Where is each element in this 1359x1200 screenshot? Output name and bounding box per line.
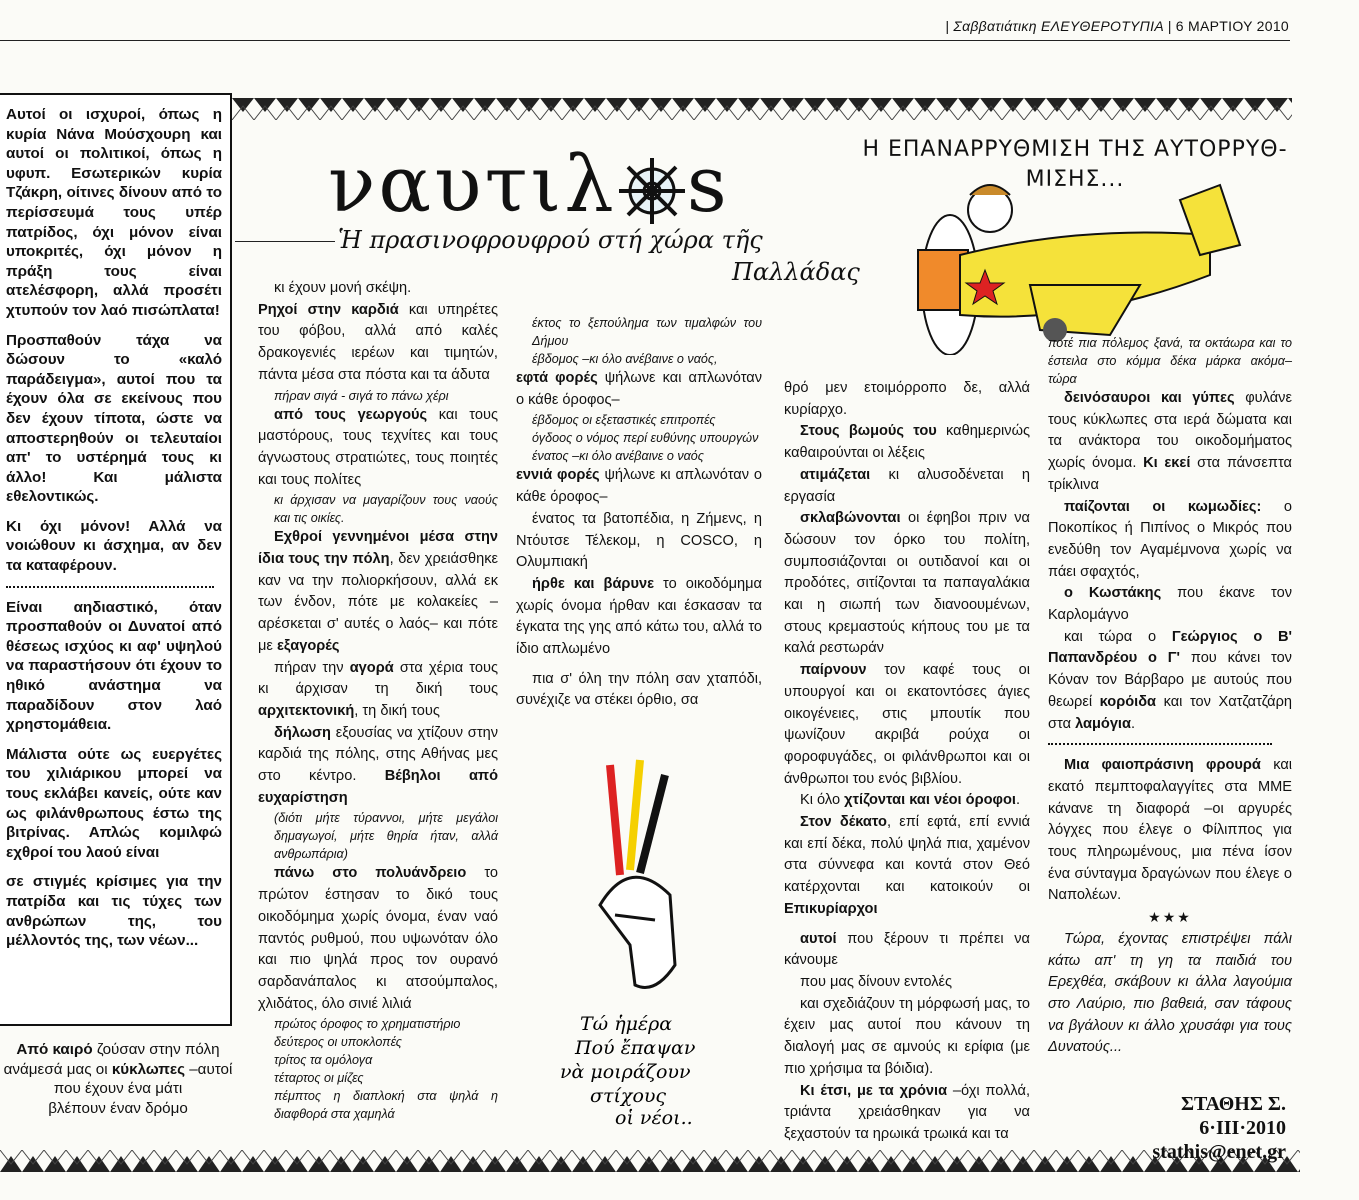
article-column-2 [516,314,762,712]
bold-text: ήρθε και βάρυνε [532,575,654,592]
italic-text: έβδομος οι εξεταστικές επιτροπές [532,413,716,428]
zigzag-border-top [232,98,1292,120]
paper-name: Σαββατιάτικη ΕΛΕΥΘΕΡΟΤΥΠΙΑ [953,18,1164,34]
bold-text: Επικυρίαρχοι [784,900,878,917]
sidebar-paragraph: Κι όχι μόνον! Αλλά να νοιώθουν κι άσχημα, αν δεν τα καταφέρουν. [6,517,222,575]
bold-text: Κι έτσι, με τα χρόνια [800,1082,948,1099]
body-text: το πρώτον έστησαν το δικό τους οικοδόμημα χωρίς όνομα, έναν ναό παντός ρυθμού, που υψωνόταν όλο και πιο ψηλά προς τον ουρανό σαρδανάπαλος κι ατσούμπαλος, χλιδάτος, όλο σινιέ λιλιά [258,865,498,1012]
bold-text: αρχιτεκτονική [258,702,355,719]
bold-text: παίρνουν [800,662,867,679]
masthead: | Σαββατιάτικη ΕΛΕΥΘΕΡΟΤΥΠΙΑ | 6 ΜΑΡΤΙΟΥ 2010 [945,18,1289,34]
bold-text: πάνω στο πολυάνδρειο [274,865,467,882]
body-text: ένατος τα βατοπέδια, η Ζήμενς, η Ντόυτσε Τέλεκομ, η COSCO, η Ολυμπιακή [516,510,762,571]
body-text: φυλάνε τους κύκλωπες στα ιερά δώματα και τα ανάκτορα του οικοδομήματος χωρίς όνομα. [1048,390,1292,472]
body-text: Τώρα, έχοντας επιστρέψει πάλι κάτω απ' τη γη τα παιδιά του Ερεχθέα, σκάβουν κι άλλα λαγούμια στο Λαύριο, πιο βαθειά, σαν τάφους να βγάλουν κι άλλο χρυσάφι για τους Δυνατούς... [1048,930,1292,1056]
bold-text: παίζονται οι κωμωδίες: [1064,498,1262,515]
sidebar-paragraph: σε στιγμές κρίσιμες για την πατρίδα και τις τύχες των ανθρώπων της, του μέλλοντός της, των νέων... [6,873,222,950]
italic-text: όγδοος ο νόμος περί ευθύνης υπουργών [532,431,759,446]
sidebar-paragraph: Είναι αηδιαστικό, όταν προσπαθούν οι Δυνατοί από θέσεως ισχύος κι αφ' υψηλού να παραστήσουν ότι έχουν το ηθικό ανάστημα να παραδίδουν στον λαό χρηστομάθεια. [6,598,222,734]
title-rule [235,241,335,242]
body-text: βλέπουν έναν δρόμο [48,1099,188,1117]
body-text: το οικοδόμημα χωρίς όνομα ήρθαν και έσκασαν τα έγκατα της γης από κάτω του, αλλά το ίδιο απλωμένο [516,575,762,658]
italic-text: τέταρτος οι μίζες [274,1071,364,1086]
italic-text: έβδομος –κι όλο ανέβαινε ο ναός, [532,352,718,366]
bold-text: Βέβηλοι από ευχαρίστηση [258,768,498,806]
body-text: ο Ποκοπίκος ή Πιπίνος ο Μικρός που ενεδύθη τον Αγαμέμνονα χωρίς να πάει σφαχτός, [1048,498,1293,580]
body-text: και εκατό πεμπτοφαλαγγίτες στα ΜΜΕ κάνανε τη διαφορά –οι αργυρές λόγχες που έλεγε ο Φίλιππος για τους πληρωμένους, μια πένα ίσον ένα σύνταγμα δραγώνων που έλεγε ο Ναπολέων. [1048,757,1292,904]
bold-text: αυτοί [800,930,837,947]
italic-text: κι άρχισαν να μαγαρίζουν τους ναούς και τις οικίες. [274,493,498,526]
italic-text: (διότι μήτε τύραννοι, μήτε μεγάλοι δημαγωγοί, μήτε θηρία ήταν, αλλά ανθρωπάρια) [274,811,498,862]
dotted-separator [6,586,214,588]
sidebar-paragraph: Μάλιστα ούτε ως ευεργέτες του χιλιάρικου μπορεί να τους εκλάβει κανείς, ούτε καν ως φιλάνθρωπους έστω της βιτρίνας. Απλώς κομιλφώ εχθροί του λαού είναι [6,745,222,861]
byline-date: 6·ΙΙΙ·2010 [1199,1117,1286,1139]
body-text: οι έφηβοι πριν να δώσουν τον όρκο του πολίτη, συμποσιάζονται οι ουτιδανοί και οι προδότες, σιτίζονται τα παπαγαλάκια και η σιωπή των διανοουμένων, στους κρεμαστούς κήπους του με τα καλά ρεστωράν [784,510,1030,657]
bold-text: δεινόσαυροι και γύπες [1064,390,1235,406]
body-text: –όχι πολλά, τριάντα χρειάσθηκαν για να ξεχαστούν τα ηρωικά τρωικά και τα [784,1082,1031,1142]
issue-date: 6 ΜΑΡΤΙΟΥ 2010 [1175,18,1289,34]
author-byline [1106,1092,1286,1164]
body-text: εξουσίας να χτίζουν στην καρδιά της πόλης, στης Αθήνας μες στο κέντρο. [258,724,498,785]
logo-text: s [686,140,730,230]
body-text: θρό μεν ετοιμόρροπο δε, αλλά κυρίαρχο. [784,380,1030,418]
author-name: ΣΤΑΘΗΣ Σ. [1180,1093,1286,1115]
italic-text: πέμπτος η διαπλοκή στα ψηλά η διαφθορά στα χαμηλά [274,1089,498,1122]
bold-text: από τους γεωργούς [274,406,428,423]
body-text: και τον Χατζατζάρη στα [1048,693,1292,732]
body-text: κι έχουν μονή σκέψη. [274,280,412,296]
bold-text: αγορά [349,659,394,676]
logo-subtitle: Ἡ πρασινοφρουφρού στή χώρα τῆς [338,226,763,254]
italic-text: τρίτος τα ομόλογα [274,1053,373,1068]
body-text: στα πάνσεπτα τρίκλινα [1048,455,1292,493]
bold-text: Εχθροί γεννημένοι μέσα στην ίδια τους την πόλη [258,529,498,568]
sidebar-box [0,93,232,1026]
cartoon-caption: Η ΕΠΑΝΑΡΡΥΘΜΙΣΗ ΤΗΣ ΑΥΤΟΡΡΥΘ- ΜΙΣΗΣ... [862,137,1288,192]
body-text: τον καφέ τους οι υπουργοί και οι εκατοντόσες άγιες οικογένειες, στις μπουτίκ που ψωνίζουν ακριβά ρούχα οι φοροφυγάδες, οι φιλάνθρωποι και οι άνθρωποι του ενός βιβλίου. [784,662,1030,787]
zigzag-border-bottom [0,1150,1300,1172]
body-text: , δεν χρειάσθηκε καν να την πολιορκήσουν, αλλά εκ των ένδον, πότε με κολακείες –αρέσκεται σ' αυτές ο λαός– και πότε με [258,551,498,654]
body-text: που έκανε τον Καρλομάγνο [1048,585,1292,624]
sidebar-paragraph: Προσπαθούν τάχα να δώσουν το «καλό παράδειγμα», αυτοί που τα έχουν όλα σε εκείνους που δεν έχουν τίποτα, ώστε να αποστερηθούν οι τελευταίοι απ' το υστέρημά τους κι άλλο! Και μάλιστα εθελοντικώς. [6,331,222,506]
warrior-drawing-icon [560,745,740,1145]
warrior-caption: Τώ ἡμέρα Πού ἔπαψαν νὰ μοιράζουν στίχους οἱ νέοι.. [560,1013,696,1129]
body-text: , επί εφτά, επί εννιά και επί δέκα, πολύ ψηλά πια, χαμένον στα σύννεφα και κοντά στον Θεό κατέρχονται και κατοικούν οι [784,814,1031,896]
body-text: και τώρα ο [1064,628,1172,645]
body-text: ανάμεσά μας οι [3,1060,112,1078]
bold-text: Στους βωμούς του [800,423,937,440]
bold-text: Μια φαιοπράσινη φρουρά [1064,757,1261,774]
bold-text: κύκλωπες [111,1060,185,1078]
bold-text: εφτά φορές [516,370,598,386]
body-text: και σχεδιάζουν τη μόρφωσή μας, το έχειν μας αυτοί που κάνουν τη διαλογή μας σε αμνούς κι ερίφια (με πιο χρήσιμα τα βόιδια). [784,995,1030,1077]
italic-text: πρώτος όροφος το χρηματιστήριο [274,1017,461,1032]
body-text: και υπηρέτες του φόβου, αλλά από καλές δρακογενιές ιερέων και τιμητών, πάντα μέσα στα πόστα και τα άδυτα [258,301,498,383]
bold-text: εννιά φορές [516,467,600,484]
italic-text: έκτος το ξεπούλημα των τιμαλφών του Δήμου [532,316,762,348]
body-text: πήραν την [274,659,350,676]
bold-text: Ρηχοί στην καρδιά [258,301,399,318]
bold-text: λαμόγια [1075,715,1131,732]
dotted-separator [1048,743,1272,745]
body-text: που μας δίνουν εντολές [800,973,953,990]
article-column-1 [258,278,498,1123]
section-stars: ★★★ [1148,909,1192,926]
italic-text: ποτέ πια πόλεμος ξανά, τα οκτάωρα και το έστειλα στο κόμμα δέκα μάρκα ακόμα– τώρα [1048,336,1292,386]
body-text: , τη δική τους [354,702,440,719]
body-text: Κι όλο [800,792,845,809]
airplane-cartoon-icon [880,165,1280,355]
bold-text: Κι εκεί [1143,455,1191,472]
bold-text: κορόιδα [1099,693,1157,710]
body-text: ζούσαν στην πόλη [96,1041,220,1058]
sidebar-paragraph: Αυτοί οι ισχυροί, όπως η κυρία Νάνα Μούσχουρη και αυτοί οι πολιτικοί, όπως η υφυπ. Εσωτερικών κυρία Τζάκρη, οίτινες δίνουν από το περίσσευμά τους υπέρ πατρίδος, όχι μόνον είναι υποκριτές, όχι μόνον η πράξη τους είναι ατελέσφορη, αλλά προσέτι χτυπούν τον λαό πισώπλατα! [6,106,222,319]
column-logo [328,140,730,230]
body-text: και τους μαστόρους, τους τεχνίτες και τους άγνωστους στρατιώτες, τους ποιητές και τους πολίτες [258,406,498,488]
author-email: stathis@enet.gr [1152,1141,1286,1163]
bold-text: δήλωση [274,724,331,741]
italic-text: ένατος –κι όλο ανέβαινε ο ναός [532,449,704,464]
body-text: που κάνει τον Κόναν τον Βάρβαρο με αυτούς που θεωρεί [1048,650,1292,710]
bold-text: Στον δέκατο [800,814,887,831]
ship-wheel-icon [617,156,687,226]
body-text: που ξέρουν τι πρέπει να κάνουμε [784,930,1030,969]
masthead-rule [0,40,1290,41]
bold-text: σκλαβώνονται [800,510,901,527]
italic-text: πήραν σιγά - σιγά το πάνω χέρι [274,388,449,403]
left-column-bottom [0,1040,236,1118]
logo-text: ναυτιλ [328,140,617,230]
bold-text: χτίζονται και νέοι όροφοι [844,792,1016,809]
logo-subtitle-line2: Παλλάδας [732,258,860,286]
bold-text: ο Κωστάκης [1064,585,1162,602]
bold-text: Από καιρό [16,1041,97,1058]
bold-text: ατιμάζεται [800,466,871,483]
bold-text: Γεώργιος ο Β' Παπανδρέου ο Γ' [1048,628,1292,667]
body-text: στα χέρια τους κι άρχισαν τη δική τους [258,659,498,698]
article-column-4: ποτέ πια πόλεμος ξανά, τα οκτάωρα και το έστειλα στο κόμμα δέκα μάρκα ακόμα– τώρα δεινόσαυροι και γύπες φυλάνε τους κύκλωπες στα ιερά δώματα και τα ανάκτορα του οικοδομήματος χωρίς όνομα. Κι εκεί στα πάνσεπτα τρίκλινα παίζονται οι κωμωδίες: ο Ποκοπίκος ή Πιπίνος ο Μικρός που ενεδύθη τον Αγαμέμνονα χωρίς να πάει σφαχτός, ο Κωστάκης που έκανε τον Καρλομάγνο και τώρα ο Γεώργιος ο Β' Παπανδρέου ο Γ' που κάνει τον Κόναν τον Βάρβαρο με αυτούς που θεωρεί κορόιδα και τον Χατζατζάρη στα λαμόγια. Μια φαιοπράσινη φρουρά και εκατό πεμπτοφαλαγγίτες στα ΜΜΕ κάνανε τη διαφορά –οι αργυρές λόγχες που έλεγε ο Φίλιππος για τους πληρωμένους, μια πένα ίσον ένα σύνταγμα δραγώνων που έλεγε ο Ναπολέων. ★★★ Τώρα, έχοντας επιστρέψει πάλι κάτω απ' τη γη τα παιδιά του Ερεχθέα, σκάβουν κι άλλα λαγούμια στο Λαύριο, πιο βαθειά, σαν τάφους να βγάλουν κι άλλο χρυσάφι για τους Δυνατούς... [1048,334,1292,1059]
body-text: που έχουν ένα μάτι [53,1080,183,1098]
body-text: πια σ' όλη την πόλη σαν χταπόδι, συνέχιζε να στέκει όρθιο, σα [516,670,762,709]
body-text: κι αλυσοδένεται η εργασία [784,466,1030,505]
bold-text: εξαγορές [276,637,340,654]
body-text: –αυτοί [185,1060,233,1078]
body-text: καθημερινώς καθαιρούνται οι λέξεις [784,423,1030,462]
body-text: ψήλωνε κι απλωνόταν ο κάθε όροφος– [516,467,762,506]
body-text: . [1015,792,1020,809]
italic-text: δεύτερος οι υποκλοπές [274,1035,402,1050]
article-column-3 [784,378,1030,1146]
body-text: ψήλωνε και απλωνόταν ο κάθε όροφος– [516,370,762,408]
